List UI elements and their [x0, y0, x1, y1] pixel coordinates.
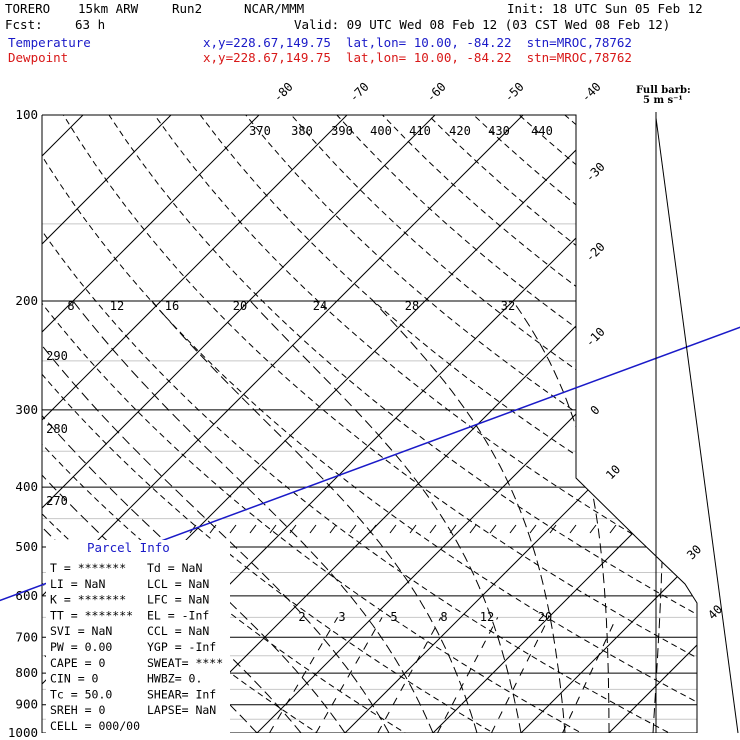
- isotherm-label: 10: [603, 462, 624, 483]
- dry-adiabat-label: 400: [370, 124, 392, 138]
- header-model: TORERO: [5, 1, 51, 16]
- pressure-label: 900: [15, 696, 38, 712]
- parcel-info-left: CAPE = 0: [50, 655, 106, 670]
- header-run: Run2: [172, 1, 203, 16]
- dry-adiabat-label: 280: [46, 422, 68, 436]
- mixing-ratio-label: 24: [312, 299, 328, 313]
- pressure-label: 800: [15, 665, 38, 681]
- dry-adiabat-label: 420: [449, 124, 471, 138]
- isotherm: [609, 115, 740, 733]
- parcel-info-panel: [46, 540, 230, 735]
- mixing-ratio-line: [563, 617, 617, 733]
- isotherm-label: -30: [582, 159, 608, 185]
- parcel-info-left: CELL = 000/00: [50, 719, 141, 733]
- legend-dewpoint-location: x,y=228.67,149.75 lat,lon= 10.00, -84.22 stn=MROC,78762: [203, 50, 632, 65]
- mixing-ratio-label: 12: [479, 610, 495, 624]
- hatch-tick: [370, 525, 376, 533]
- mixing-ratio-label: 32: [500, 299, 516, 313]
- pressure-label: 400: [15, 479, 38, 495]
- isotherm-label: -50: [501, 79, 527, 105]
- header-source: NCAR/MMM: [244, 1, 305, 16]
- mixing-ratio-label: 8: [67, 299, 75, 313]
- parcel-info-left: PW = 0.00: [50, 640, 113, 654]
- mixing-ratio-label: 5: [390, 610, 398, 624]
- parcel-info-left: Tc = 50.0: [50, 687, 113, 702]
- parcel-info-right: LCL = NaN: [147, 576, 210, 591]
- parcel-info-left: K = *******: [50, 592, 127, 607]
- hatch-tick: [230, 525, 236, 533]
- isotherm-label: -40: [578, 79, 604, 105]
- moist-adiabat: [697, 301, 740, 733]
- pressure-label: 200: [15, 293, 38, 309]
- parcel-info-right: YGP = -Inf: [147, 640, 217, 654]
- dry-adiabat: [519, 115, 740, 740]
- hatch-tick: [570, 525, 576, 533]
- moist-adiabat: [642, 301, 664, 733]
- legend-temperature-location: x,y=228.67,149.75 lat,lon= 10.00, -84.22 stn=MROC,78762: [203, 35, 632, 50]
- parcel-info-left: LI = NaN: [50, 576, 106, 591]
- wind-barb-units: 5 m s⁻¹: [643, 95, 683, 106]
- pressure-label: 300: [15, 401, 38, 417]
- mixing-ratio-label: 28: [404, 299, 420, 313]
- hatch-tick: [530, 525, 536, 533]
- dry-adiabat: [155, 115, 740, 740]
- dry-adiabat-label: 440: [531, 124, 553, 138]
- dry-adiabat: [337, 115, 740, 740]
- parcel-info-left: TT = *******: [50, 608, 134, 623]
- mixing-ratio-label: 12: [109, 299, 125, 313]
- hatch-tick: [290, 525, 296, 533]
- mixing-ratio-line: [378, 617, 441, 733]
- dry-adiabat-label: 370: [249, 124, 271, 138]
- hatch-tick: [550, 525, 556, 533]
- mixing-ratio-label: 3: [338, 610, 346, 624]
- mixing-ratio-line: [491, 617, 549, 733]
- parcel-info-title: Parcel Info: [87, 540, 170, 555]
- dry-adiabat-label: 270: [46, 494, 68, 508]
- hatch-tick: [250, 525, 256, 533]
- hatch-tick: [430, 525, 436, 533]
- isotherm-label: -60: [423, 79, 449, 105]
- header-fcst-hours: 63 h: [75, 17, 106, 32]
- dry-adiabat-label: 430: [488, 124, 510, 138]
- dry-adiabat-label: 390: [331, 124, 353, 138]
- isotherm-label: -20: [582, 239, 608, 265]
- pressure-label: 500: [15, 538, 38, 554]
- dry-adiabat-label: 290: [46, 349, 68, 363]
- dry-adiabat-label: 380: [291, 124, 313, 138]
- dry-adiabat-label: 410: [409, 124, 431, 138]
- parcel-info-right: Td = NaN: [147, 561, 203, 575]
- dry-adiabat: [383, 115, 740, 740]
- mixing-ratio-line: [316, 617, 382, 733]
- parcel-info-right: LAPSE= NaN: [147, 703, 217, 718]
- isotherm-label: -10: [582, 324, 608, 350]
- legend-temperature-name: Temperature: [8, 35, 91, 50]
- hatch-tick: [450, 525, 456, 533]
- header-init: Init: 18 UTC Sun 05 Feb 12: [507, 1, 703, 16]
- legend-dewpoint-name: Dewpoint: [8, 50, 69, 65]
- pressure-label: 600: [15, 587, 38, 603]
- hatch-tick: [610, 525, 616, 533]
- hatch-tick: [510, 525, 516, 533]
- hatch-tick: [330, 525, 336, 533]
- hatch-tick: [590, 525, 596, 533]
- parcel-info-left: SVI = NaN: [50, 624, 113, 639]
- header-valid: Valid: 09 UTC Wed 08 Feb 12 (03 CST Wed 08 Feb 12): [294, 17, 671, 32]
- parcel-info-right: CCL = NaN: [147, 624, 210, 639]
- mixing-ratio-label: 8: [440, 610, 448, 624]
- parcel-info-left: T = *******: [50, 561, 127, 575]
- pressure-label: 700: [15, 629, 38, 645]
- parcel-info-left: CIN = 0: [50, 671, 99, 686]
- wind-barb-title: Full barb:: [636, 85, 691, 96]
- pressure-label: 1000: [7, 725, 38, 740]
- parcel-info-left: SREH = 0: [50, 703, 106, 718]
- hatch-tick: [310, 525, 316, 533]
- parcel-info-right: SHEAR= Inf: [147, 687, 217, 702]
- mixing-ratio-label: 20: [232, 299, 248, 313]
- dry-adiabat: [565, 115, 740, 740]
- hatch-tick: [470, 525, 476, 533]
- mixing-ratio-label: 20: [537, 610, 553, 624]
- dry-adiabat: [246, 115, 740, 740]
- isotherm-label: -70: [346, 79, 372, 105]
- mixing-ratio-label: 16: [164, 299, 180, 313]
- hatch-tick: [490, 525, 496, 533]
- parcel-info-right: EL = -Inf: [147, 608, 210, 623]
- parcel-info-right: LFC = NaN: [147, 592, 210, 607]
- header-resolution: 15km ARW: [78, 1, 139, 16]
- hatch-tick: [350, 525, 356, 533]
- parcel-info-right: HWBZ= 0.: [147, 671, 203, 686]
- mixing-ratio-line: [269, 617, 337, 733]
- mixing-ratio-label: 2: [298, 610, 306, 624]
- pressure-label: 100: [15, 107, 38, 122]
- isotherm: [697, 115, 740, 733]
- isotherm-label: 0: [587, 402, 603, 418]
- parcel-info-right: SWEAT= ****: [147, 655, 224, 670]
- mixing-ratio-line: [438, 617, 498, 733]
- header-fcst-label: Fcst:: [5, 17, 43, 32]
- dry-adiabat: [474, 115, 740, 740]
- isotherm-label: 30: [684, 542, 705, 563]
- isotherm-label: -80: [270, 79, 296, 105]
- isotherm-label: 40: [705, 602, 726, 623]
- hatch-tick: [390, 525, 396, 533]
